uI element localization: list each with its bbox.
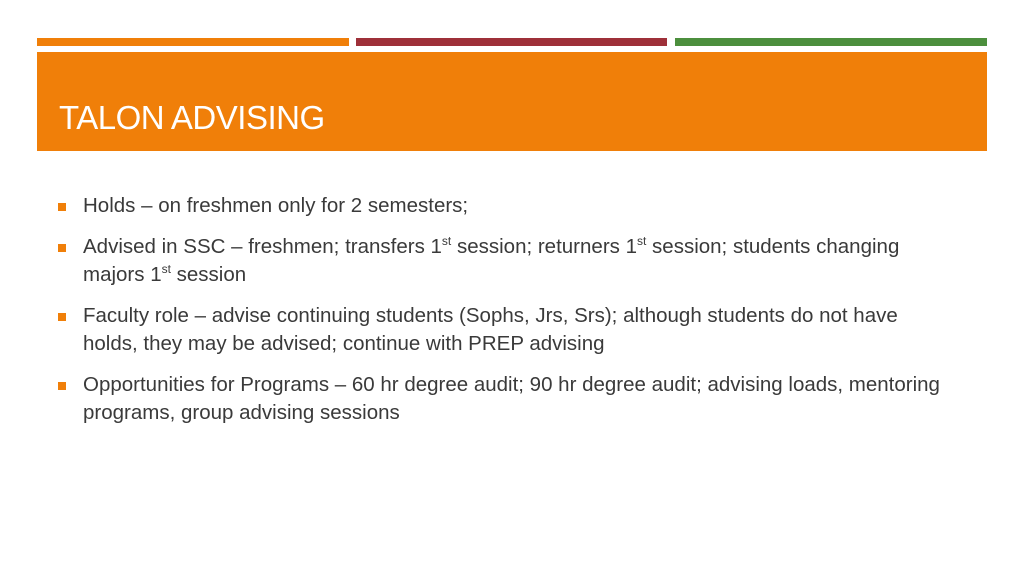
slide-title: TALON ADVISING [59, 99, 325, 136]
bullet-item [58, 233, 958, 289]
accent-bar-red [356, 38, 667, 46]
superscript: st [637, 234, 647, 248]
bullet-text: Holds – on freshmen only for 2 semesters; [83, 194, 469, 217]
superscript: st [161, 262, 171, 276]
bullet-item [58, 371, 958, 427]
bullet-item [58, 302, 958, 358]
square-bullet-icon [58, 382, 66, 390]
square-bullet-icon [58, 203, 66, 211]
accent-bar-orange [37, 38, 349, 46]
bullet-text: Opportunities for Programs – 60 hr degree audit; 90 hr degree audit; advising loads, mentoring programs, group advising sessions [83, 373, 940, 424]
bullet-text: Advised in SSC – freshmen; transfers 1st session; returners 1st session; students changing majors 1st session [83, 234, 900, 286]
superscript: st [441, 234, 452, 248]
bullet-item [58, 192, 958, 220]
square-bullet-icon [58, 244, 66, 252]
accent-bar-green [675, 38, 987, 46]
bullet-text: Faculty role – advise continuing students (Sophs, Jrs, Srs); although students do not have holds, they may be advised; continue with PREP advising [83, 304, 898, 355]
title-band [37, 52, 987, 151]
bullet-list [58, 192, 958, 440]
square-bullet-icon [58, 313, 66, 321]
